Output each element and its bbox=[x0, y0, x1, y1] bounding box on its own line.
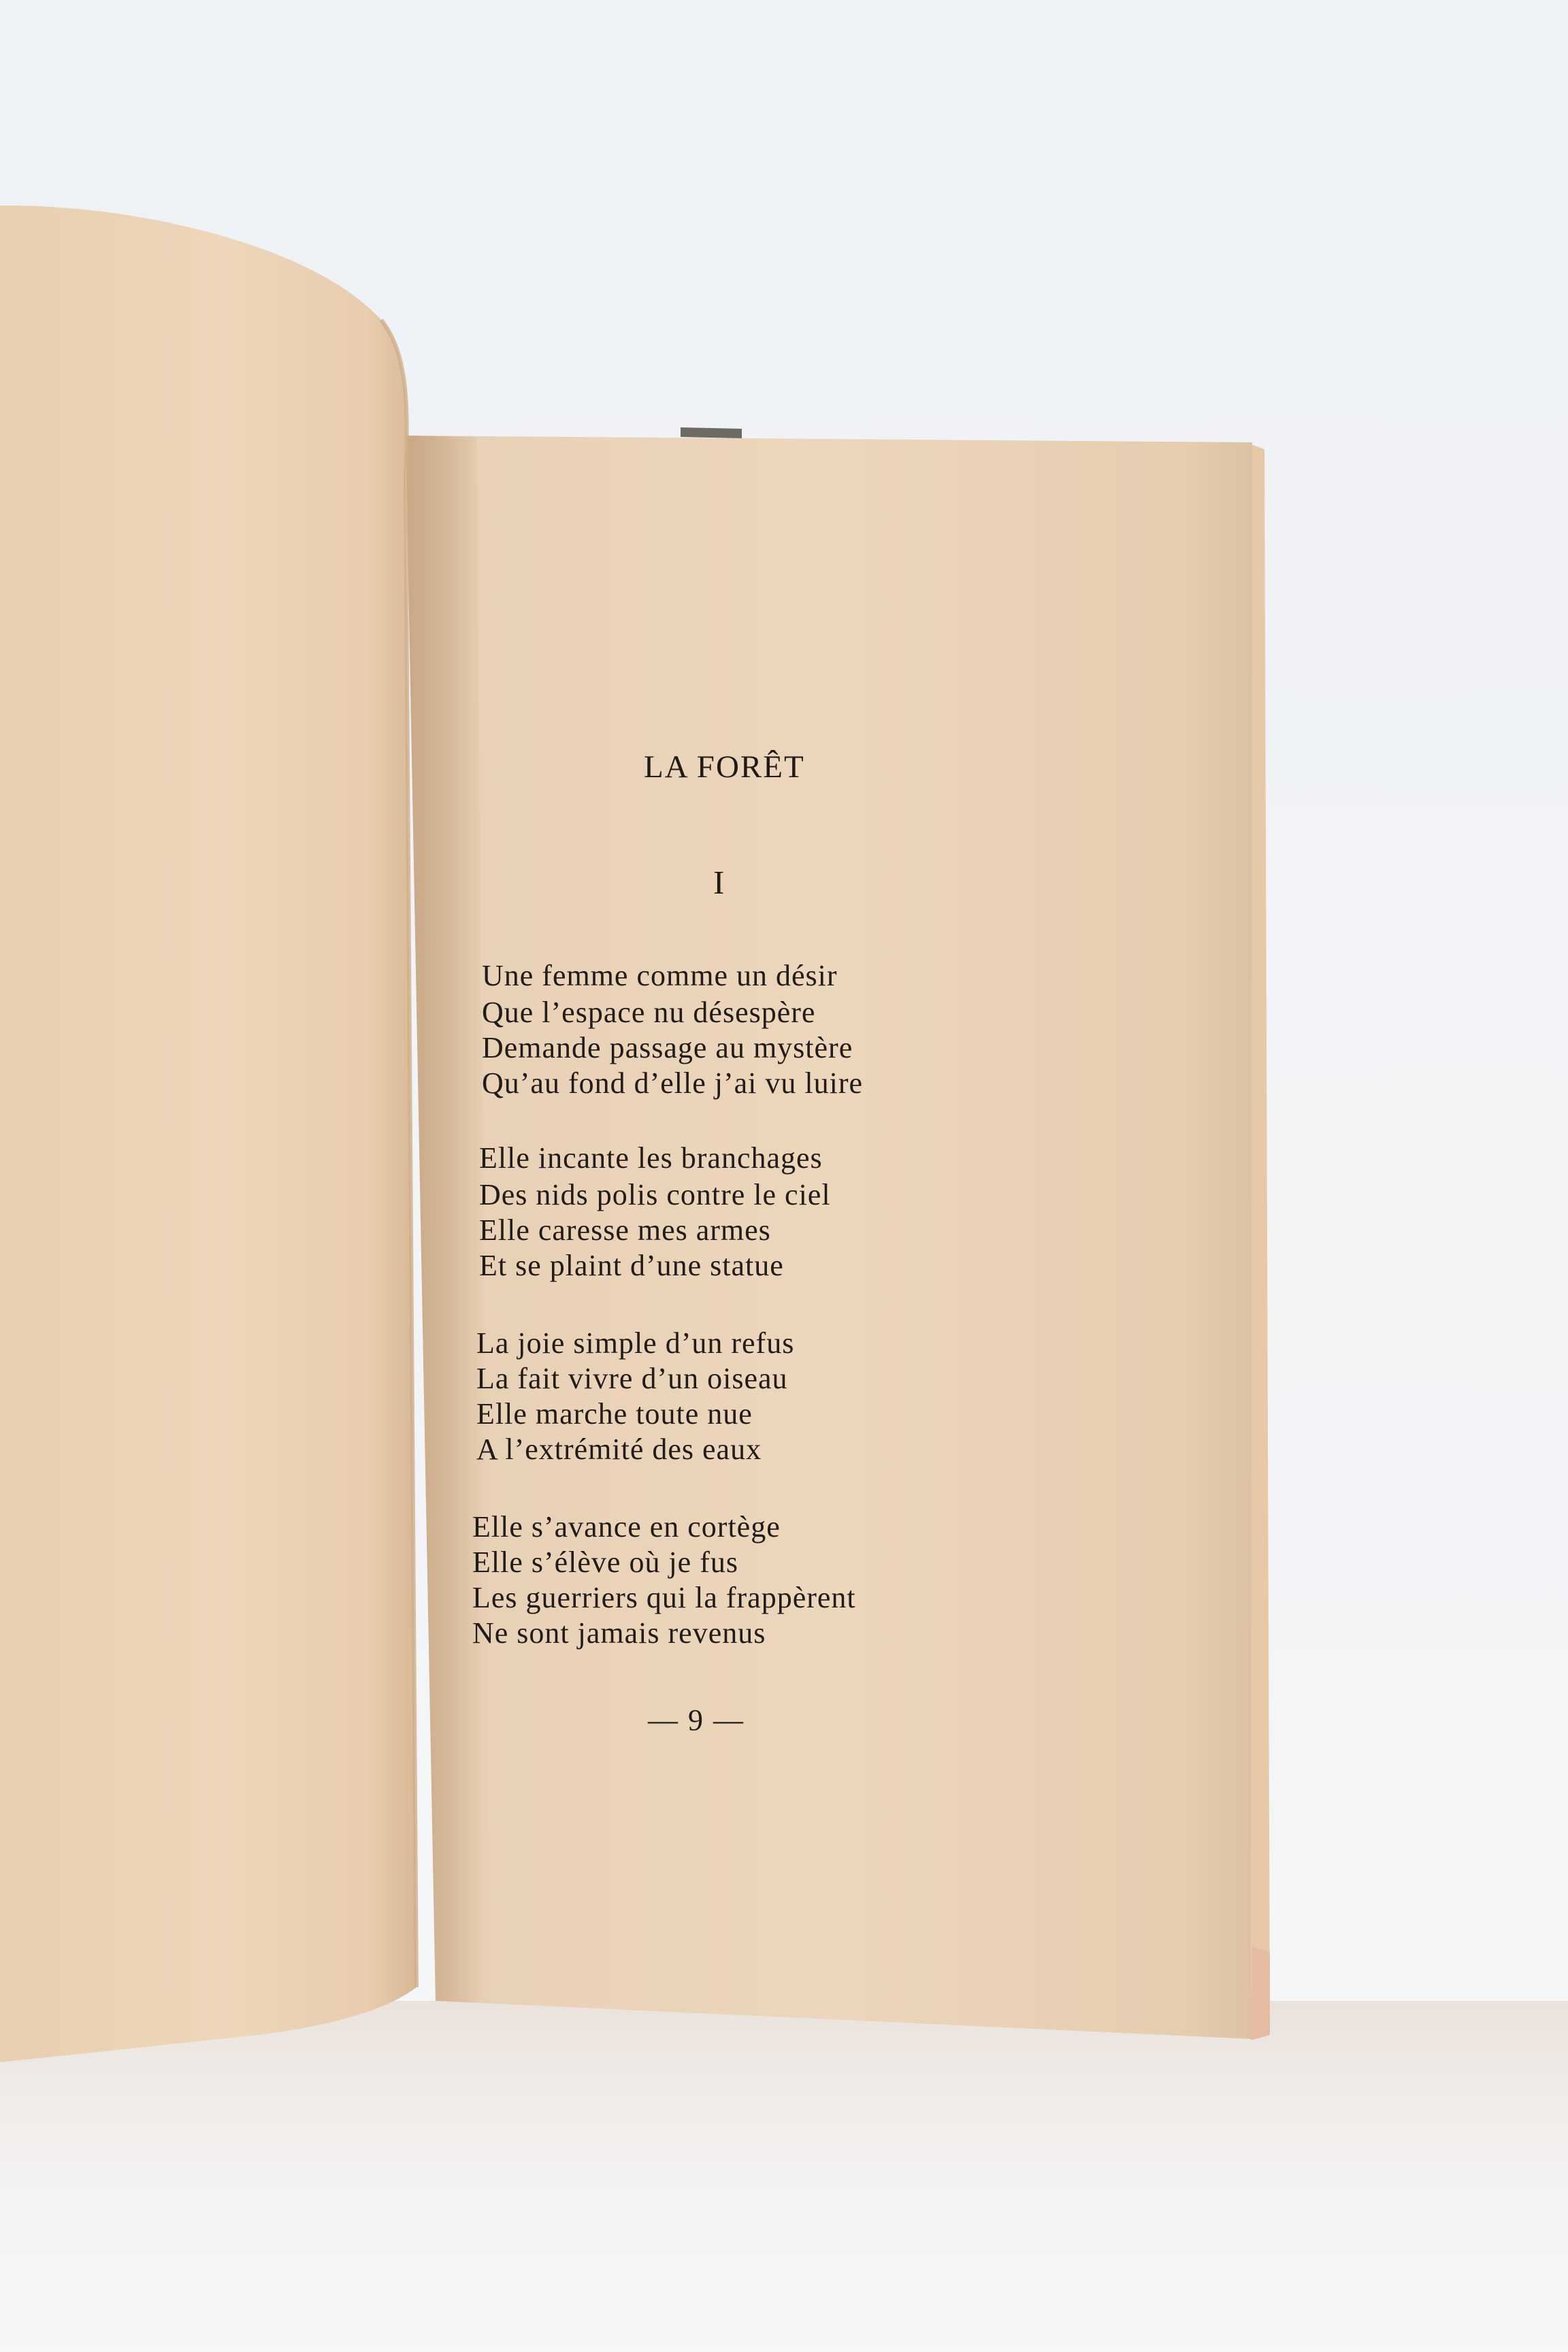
verse-line: Elle marche toute nue bbox=[476, 1397, 753, 1431]
verse-line: A l’extrémité des eaux bbox=[476, 1433, 762, 1466]
verse-line: Une femme comme un désir bbox=[482, 959, 838, 992]
verse-line: Demande passage au mystère bbox=[482, 1031, 853, 1064]
verse-line: Qu’au fond d’elle j’ai vu luire bbox=[482, 1066, 864, 1100]
verse-line: Des nids polis contre le ciel bbox=[479, 1178, 831, 1211]
verse-line: La fait vivre d’un oiseau bbox=[476, 1362, 788, 1395]
verse-line: Ne sont jamais revenus bbox=[472, 1616, 766, 1650]
verse-line: Et se plaint d’une statue bbox=[479, 1249, 784, 1282]
page-number: — 9 — bbox=[648, 1703, 745, 1737]
verse-line: La joie simple d’un refus bbox=[476, 1326, 795, 1360]
verse-line: Elle caresse mes armes bbox=[479, 1213, 771, 1247]
left-page bbox=[0, 206, 416, 2062]
spine-top bbox=[681, 427, 742, 438]
verse-line: Que l’espace nu désespère bbox=[482, 996, 816, 1029]
right-page bbox=[406, 436, 1252, 2039]
verse-line: Elle s’avance en cortège bbox=[472, 1510, 781, 1544]
poem-title: LA FORÊT bbox=[644, 749, 805, 785]
section-number: I bbox=[713, 864, 725, 901]
verse-line: Les guerriers qui la frappèrent bbox=[472, 1581, 856, 1614]
verse-line: Elle incante les branchages bbox=[479, 1141, 823, 1175]
page-edges-tint bbox=[1251, 1946, 1270, 2040]
verse-line: Elle s’élève où je fus bbox=[472, 1546, 738, 1579]
table-reflection bbox=[0, 2001, 1568, 2352]
